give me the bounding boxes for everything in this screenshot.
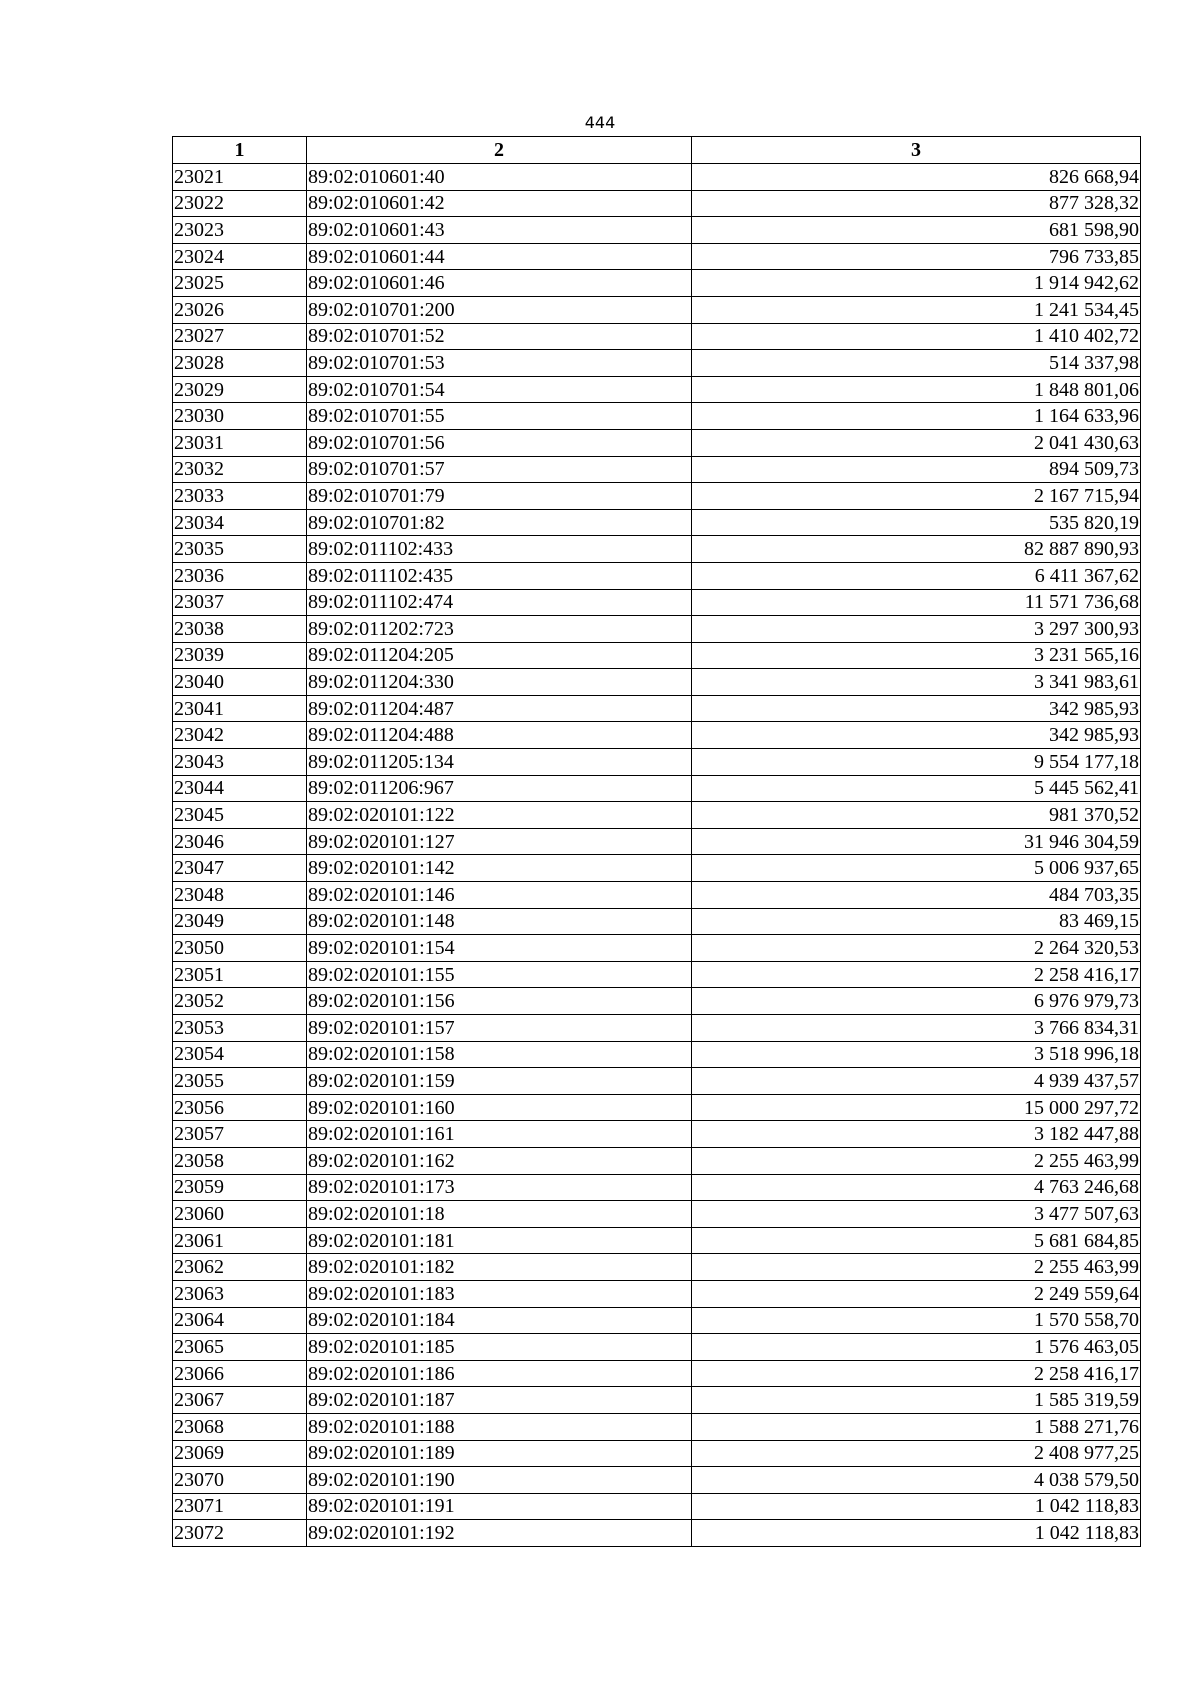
cadastral-value-cell: 3 518 996,18 xyxy=(692,1041,1141,1068)
row-number-cell: 23023 xyxy=(173,217,307,244)
cadastral-number-cell: 89:02:010701:52 xyxy=(307,323,692,350)
row-number-cell: 23042 xyxy=(173,722,307,749)
table-row xyxy=(173,1227,1141,1254)
cadastral-value-cell: 9 554 177,18 xyxy=(692,749,1141,776)
cadastral-value-cell: 535 820,19 xyxy=(692,509,1141,536)
cadastral-value-cell: 31 946 304,59 xyxy=(692,828,1141,855)
cadastral-number-cell: 89:02:020101:160 xyxy=(307,1094,692,1121)
cadastral-value-cell: 2 258 416,17 xyxy=(692,1360,1141,1387)
table-row xyxy=(173,1520,1141,1547)
row-number-cell: 23066 xyxy=(173,1360,307,1387)
cadastral-number-cell: 89:02:010701:57 xyxy=(307,456,692,483)
row-number-cell: 23052 xyxy=(173,988,307,1015)
cadastral-number-cell: 89:02:020101:162 xyxy=(307,1147,692,1174)
row-number-cell: 23037 xyxy=(173,589,307,616)
row-number-cell: 23031 xyxy=(173,429,307,456)
cadastral-number-cell: 89:02:011102:474 xyxy=(307,589,692,616)
row-number-cell: 23029 xyxy=(173,376,307,403)
row-number-cell: 23056 xyxy=(173,1094,307,1121)
row-number-cell: 23071 xyxy=(173,1493,307,1520)
row-number-cell: 23034 xyxy=(173,509,307,536)
cadastral-value-cell: 1 042 118,83 xyxy=(692,1520,1141,1547)
cadastral-value-cell: 1 570 558,70 xyxy=(692,1307,1141,1334)
table-header-row xyxy=(173,137,1141,164)
row-number-cell: 23038 xyxy=(173,616,307,643)
table-row xyxy=(173,616,1141,643)
table-row xyxy=(173,642,1141,669)
cadastral-number-cell: 89:02:020101:181 xyxy=(307,1227,692,1254)
cadastral-number-cell: 89:02:020101:127 xyxy=(307,828,692,855)
table-row xyxy=(173,350,1141,377)
cadastral-number-cell: 89:02:010601:40 xyxy=(307,164,692,191)
cadastral-value-cell: 342 985,93 xyxy=(692,695,1141,722)
cadastral-value-table xyxy=(172,136,1141,1547)
cadastral-value-cell: 15 000 297,72 xyxy=(692,1094,1141,1121)
cadastral-value-cell: 3 477 507,63 xyxy=(692,1201,1141,1228)
cadastral-value-cell: 2 258 416,17 xyxy=(692,961,1141,988)
cadastral-number-cell: 89:02:020101:146 xyxy=(307,882,692,909)
row-number-cell: 23060 xyxy=(173,1201,307,1228)
cadastral-number-cell: 89:02:020101:184 xyxy=(307,1307,692,1334)
table-row xyxy=(173,961,1141,988)
cadastral-value-cell: 5 006 937,65 xyxy=(692,855,1141,882)
row-number-cell: 23070 xyxy=(173,1467,307,1494)
cadastral-number-cell: 89:02:011204:488 xyxy=(307,722,692,749)
table-row xyxy=(173,1147,1141,1174)
row-number-cell: 23022 xyxy=(173,190,307,217)
cadastral-value-cell: 1 241 534,45 xyxy=(692,296,1141,323)
cadastral-number-cell: 89:02:020101:192 xyxy=(307,1520,692,1547)
cadastral-number-cell: 89:02:020101:122 xyxy=(307,802,692,829)
cadastral-number-cell: 89:02:020101:189 xyxy=(307,1440,692,1467)
row-number-cell: 23044 xyxy=(173,775,307,802)
cadastral-number-cell: 89:02:011206:967 xyxy=(307,775,692,802)
cadastral-number-cell: 89:02:010601:44 xyxy=(307,243,692,270)
cadastral-value-cell: 826 668,94 xyxy=(692,164,1141,191)
cadastral-number-cell: 89:02:010601:43 xyxy=(307,217,692,244)
row-number-cell: 23039 xyxy=(173,642,307,669)
table-row xyxy=(173,1387,1141,1414)
cadastral-number-cell: 89:02:010701:200 xyxy=(307,296,692,323)
cadastral-value-cell: 1 585 319,59 xyxy=(692,1387,1141,1414)
cadastral-value-cell: 4 038 579,50 xyxy=(692,1467,1141,1494)
row-number-cell: 23069 xyxy=(173,1440,307,1467)
row-number-cell: 23055 xyxy=(173,1068,307,1095)
cadastral-value-cell: 894 509,73 xyxy=(692,456,1141,483)
table-row xyxy=(173,483,1141,510)
cadastral-value-cell: 11 571 736,68 xyxy=(692,589,1141,616)
table-row xyxy=(173,722,1141,749)
cadastral-number-cell: 89:02:010701:54 xyxy=(307,376,692,403)
cadastral-value-cell: 1 588 271,76 xyxy=(692,1413,1141,1440)
table-row xyxy=(173,695,1141,722)
table-row xyxy=(173,190,1141,217)
table-row xyxy=(173,882,1141,909)
table-row xyxy=(173,802,1141,829)
row-number-cell: 23048 xyxy=(173,882,307,909)
table-row xyxy=(173,775,1141,802)
table-row xyxy=(173,509,1141,536)
table-row xyxy=(173,562,1141,589)
cadastral-number-cell: 89:02:020101:154 xyxy=(307,935,692,962)
table-row xyxy=(173,270,1141,297)
table-row xyxy=(173,935,1141,962)
column-header-1: 1 xyxy=(173,137,307,164)
cadastral-number-cell: 89:02:020101:190 xyxy=(307,1467,692,1494)
cadastral-number-cell: 89:02:011102:433 xyxy=(307,536,692,563)
cadastral-value-cell: 2 249 559,64 xyxy=(692,1280,1141,1307)
row-number-cell: 23067 xyxy=(173,1387,307,1414)
table-row xyxy=(173,1041,1141,1068)
cadastral-value-cell: 6 976 979,73 xyxy=(692,988,1141,1015)
cadastral-value-cell: 3 766 834,31 xyxy=(692,1015,1141,1042)
cadastral-number-cell: 89:02:010701:55 xyxy=(307,403,692,430)
page-number: 444 xyxy=(584,113,616,132)
table-row xyxy=(173,1360,1141,1387)
cadastral-number-cell: 89:02:020101:183 xyxy=(307,1280,692,1307)
cadastral-value-cell: 796 733,85 xyxy=(692,243,1141,270)
cadastral-value-cell: 981 370,52 xyxy=(692,802,1141,829)
table-row xyxy=(173,1121,1141,1148)
table-row xyxy=(173,749,1141,776)
row-number-cell: 23032 xyxy=(173,456,307,483)
row-number-cell: 23040 xyxy=(173,669,307,696)
cadastral-number-cell: 89:02:010601:46 xyxy=(307,270,692,297)
row-number-cell: 23026 xyxy=(173,296,307,323)
row-number-cell: 23051 xyxy=(173,961,307,988)
table-row xyxy=(173,908,1141,935)
table-row xyxy=(173,243,1141,270)
row-number-cell: 23058 xyxy=(173,1147,307,1174)
cadastral-number-cell: 89:02:020101:186 xyxy=(307,1360,692,1387)
row-number-cell: 23030 xyxy=(173,403,307,430)
table-row xyxy=(173,1201,1141,1228)
table-row xyxy=(173,1467,1141,1494)
cadastral-value-cell: 2 255 463,99 xyxy=(692,1147,1141,1174)
cadastral-number-cell: 89:02:010601:42 xyxy=(307,190,692,217)
row-number-cell: 23027 xyxy=(173,323,307,350)
cadastral-value-cell: 1 914 942,62 xyxy=(692,270,1141,297)
table-row xyxy=(173,1254,1141,1281)
cadastral-number-cell: 89:02:011204:487 xyxy=(307,695,692,722)
row-number-cell: 23063 xyxy=(173,1280,307,1307)
row-number-cell: 23053 xyxy=(173,1015,307,1042)
table-row xyxy=(173,376,1141,403)
cadastral-value-cell: 6 411 367,62 xyxy=(692,562,1141,589)
row-number-cell: 23050 xyxy=(173,935,307,962)
row-number-cell: 23046 xyxy=(173,828,307,855)
cadastral-number-cell: 89:02:010701:53 xyxy=(307,350,692,377)
cadastral-number-cell: 89:02:020101:159 xyxy=(307,1068,692,1095)
cadastral-value-cell: 2 041 430,63 xyxy=(692,429,1141,456)
cadastral-value-cell: 1 576 463,05 xyxy=(692,1334,1141,1361)
cadastral-value-cell: 877 328,32 xyxy=(692,190,1141,217)
cadastral-number-cell: 89:02:010701:82 xyxy=(307,509,692,536)
cadastral-number-cell: 89:02:011205:134 xyxy=(307,749,692,776)
cadastral-value-cell: 83 469,15 xyxy=(692,908,1141,935)
row-number-cell: 23054 xyxy=(173,1041,307,1068)
cadastral-value-cell: 1 042 118,83 xyxy=(692,1493,1141,1520)
table-row xyxy=(173,1413,1141,1440)
table-row xyxy=(173,536,1141,563)
table-row xyxy=(173,1068,1141,1095)
cadastral-number-cell: 89:02:020101:148 xyxy=(307,908,692,935)
cadastral-number-cell: 89:02:020101:18 xyxy=(307,1201,692,1228)
cadastral-value-cell: 2 408 977,25 xyxy=(692,1440,1141,1467)
cadastral-number-cell: 89:02:020101:173 xyxy=(307,1174,692,1201)
cadastral-number-cell: 89:02:011202:723 xyxy=(307,616,692,643)
cadastral-value-cell: 3 182 447,88 xyxy=(692,1121,1141,1148)
cadastral-number-cell: 89:02:020101:182 xyxy=(307,1254,692,1281)
cadastral-value-cell: 342 985,93 xyxy=(692,722,1141,749)
row-number-cell: 23025 xyxy=(173,270,307,297)
cadastral-value-cell: 1 164 633,96 xyxy=(692,403,1141,430)
table-row xyxy=(173,1015,1141,1042)
table-row xyxy=(173,323,1141,350)
row-number-cell: 23041 xyxy=(173,695,307,722)
row-number-cell: 23068 xyxy=(173,1413,307,1440)
table-row xyxy=(173,429,1141,456)
row-number-cell: 23021 xyxy=(173,164,307,191)
cadastral-number-cell: 89:02:010701:79 xyxy=(307,483,692,510)
cadastral-value-cell: 3 341 983,61 xyxy=(692,669,1141,696)
cadastral-value-cell: 3 231 565,16 xyxy=(692,642,1141,669)
row-number-cell: 23035 xyxy=(173,536,307,563)
cadastral-value-cell: 4 763 246,68 xyxy=(692,1174,1141,1201)
cadastral-value-cell: 2 255 463,99 xyxy=(692,1254,1141,1281)
row-number-cell: 23033 xyxy=(173,483,307,510)
table-row xyxy=(173,589,1141,616)
cadastral-value-cell: 514 337,98 xyxy=(692,350,1141,377)
row-number-cell: 23047 xyxy=(173,855,307,882)
table-row xyxy=(173,1440,1141,1467)
cadastral-value-cell: 2 167 715,94 xyxy=(692,483,1141,510)
cadastral-number-cell: 89:02:011204:330 xyxy=(307,669,692,696)
cadastral-number-cell: 89:02:020101:191 xyxy=(307,1493,692,1520)
cadastral-number-cell: 89:02:011204:205 xyxy=(307,642,692,669)
row-number-cell: 23036 xyxy=(173,562,307,589)
table-row xyxy=(173,164,1141,191)
row-number-cell: 23045 xyxy=(173,802,307,829)
row-number-cell: 23043 xyxy=(173,749,307,776)
table-row xyxy=(173,855,1141,882)
cadastral-number-cell: 89:02:020101:188 xyxy=(307,1413,692,1440)
cadastral-value-cell: 484 703,35 xyxy=(692,882,1141,909)
table-row xyxy=(173,1174,1141,1201)
cadastral-number-cell: 89:02:011102:435 xyxy=(307,562,692,589)
cadastral-number-cell: 89:02:020101:187 xyxy=(307,1387,692,1414)
column-header-3: 3 xyxy=(692,137,1141,164)
table-body xyxy=(173,164,1141,1547)
row-number-cell: 23028 xyxy=(173,350,307,377)
table-row xyxy=(173,456,1141,483)
table-row xyxy=(173,988,1141,1015)
row-number-cell: 23049 xyxy=(173,908,307,935)
cadastral-number-cell: 89:02:020101:142 xyxy=(307,855,692,882)
table-row xyxy=(173,1334,1141,1361)
cadastral-value-cell: 1 848 801,06 xyxy=(692,376,1141,403)
cadastral-number-cell: 89:02:020101:158 xyxy=(307,1041,692,1068)
row-number-cell: 23059 xyxy=(173,1174,307,1201)
row-number-cell: 23064 xyxy=(173,1307,307,1334)
row-number-cell: 23061 xyxy=(173,1227,307,1254)
cadastral-value-cell: 5 681 684,85 xyxy=(692,1227,1141,1254)
cadastral-number-cell: 89:02:020101:157 xyxy=(307,1015,692,1042)
row-number-cell: 23072 xyxy=(173,1520,307,1547)
cadastral-value-cell: 82 887 890,93 xyxy=(692,536,1141,563)
column-header-2: 2 xyxy=(307,137,692,164)
row-number-cell: 23065 xyxy=(173,1334,307,1361)
table-row xyxy=(173,669,1141,696)
table-row xyxy=(173,217,1141,244)
table-row xyxy=(173,1094,1141,1121)
cadastral-number-cell: 89:02:020101:161 xyxy=(307,1121,692,1148)
table-row xyxy=(173,1307,1141,1334)
table-row xyxy=(173,1280,1141,1307)
cadastral-number-cell: 89:02:010701:56 xyxy=(307,429,692,456)
cadastral-number-cell: 89:02:020101:156 xyxy=(307,988,692,1015)
table-row xyxy=(173,403,1141,430)
row-number-cell: 23057 xyxy=(173,1121,307,1148)
table-row xyxy=(173,1493,1141,1520)
row-number-cell: 23062 xyxy=(173,1254,307,1281)
cadastral-value-cell: 1 410 402,72 xyxy=(692,323,1141,350)
cadastral-number-cell: 89:02:020101:185 xyxy=(307,1334,692,1361)
row-number-cell: 23024 xyxy=(173,243,307,270)
table-row xyxy=(173,296,1141,323)
cadastral-value-cell: 4 939 437,57 xyxy=(692,1068,1141,1095)
cadastral-value-cell: 681 598,90 xyxy=(692,217,1141,244)
table-row xyxy=(173,828,1141,855)
cadastral-value-cell: 2 264 320,53 xyxy=(692,935,1141,962)
cadastral-number-cell: 89:02:020101:155 xyxy=(307,961,692,988)
cadastral-value-cell: 3 297 300,93 xyxy=(692,616,1141,643)
cadastral-value-cell: 5 445 562,41 xyxy=(692,775,1141,802)
